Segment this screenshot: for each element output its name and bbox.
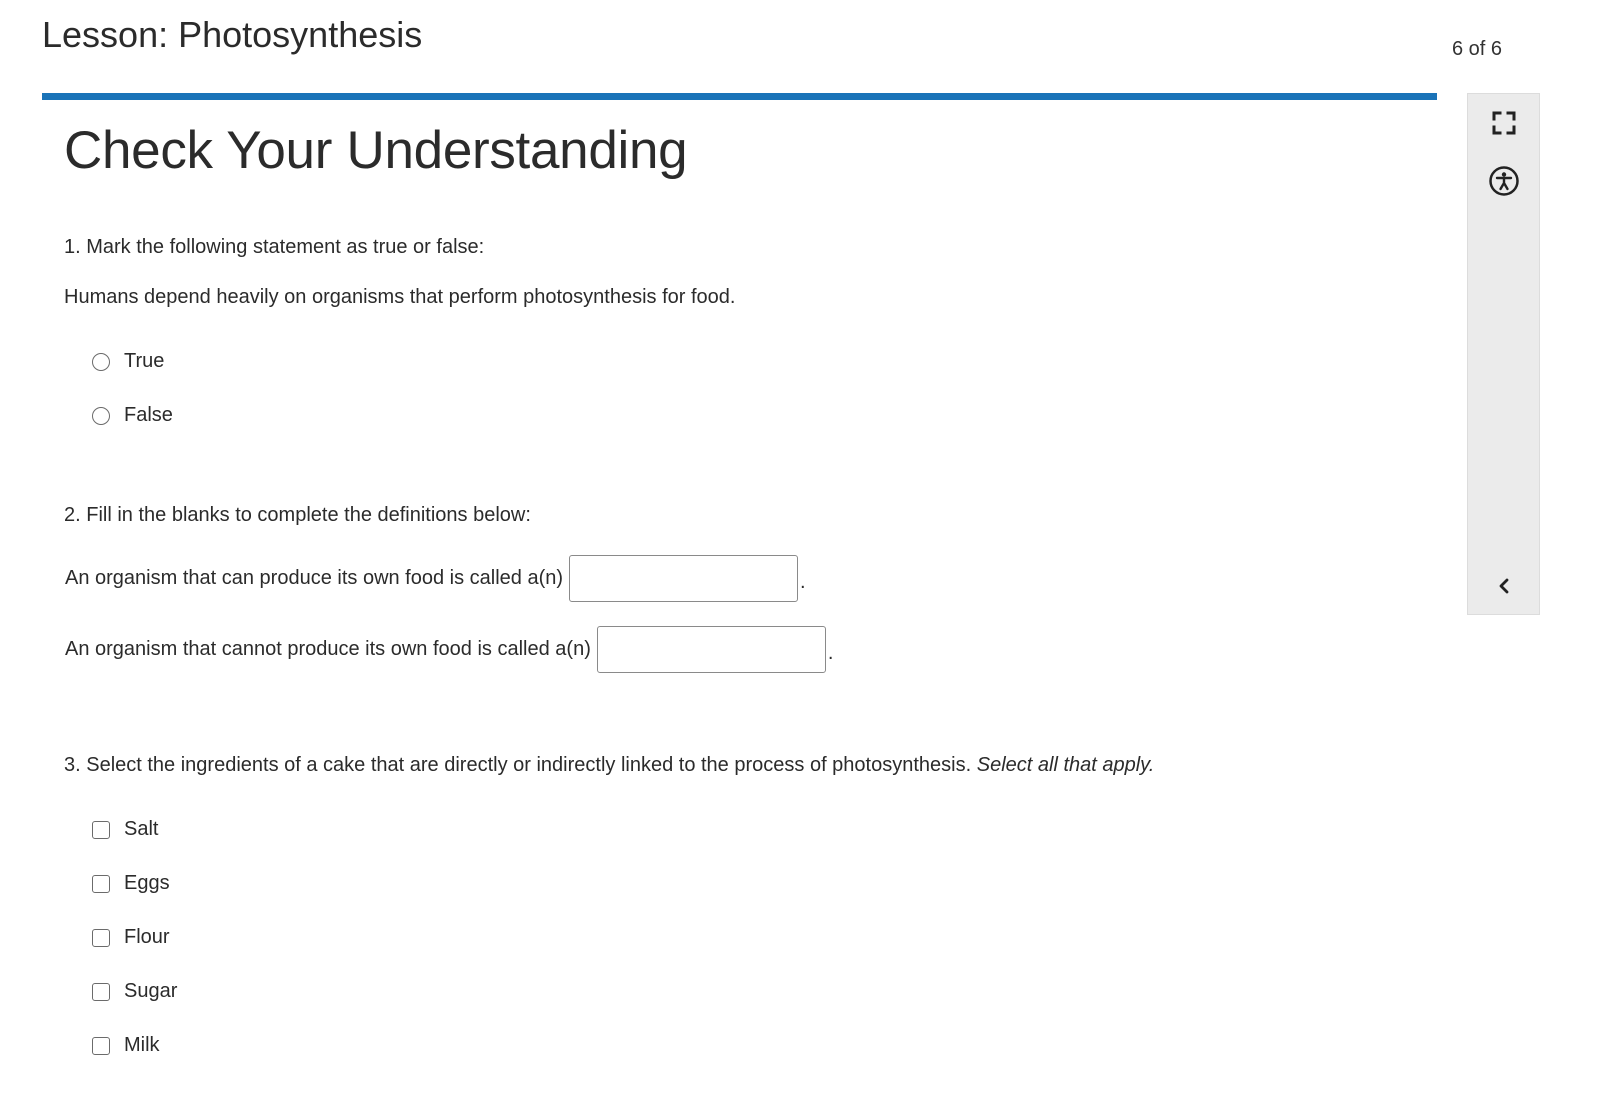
q2-blank-end-2: . [827, 642, 834, 664]
option-label: Salt [124, 818, 159, 840]
q1-prompt: 1. Mark the following statement as true or false: [64, 236, 485, 258]
progress-bar [42, 93, 1437, 100]
q2-blank-text-1: An organism that can produce its own food is called a(n) [65, 567, 564, 589]
checkbox[interactable] [92, 1037, 110, 1055]
fullscreen-icon [1491, 110, 1517, 136]
checkbox[interactable] [92, 875, 110, 893]
q2-prompt: 2. Fill in the blanks to complete the definitions below: [64, 504, 531, 526]
q2-blank-row-2 [65, 626, 833, 673]
option-label: Sugar [124, 980, 178, 1002]
checkbox[interactable] [92, 821, 110, 839]
radio-button[interactable] [92, 407, 110, 425]
accessibility-icon [1488, 165, 1520, 197]
section-title: Check Your Understanding [64, 121, 688, 180]
option-label: Flour [124, 926, 170, 948]
q3-option-eggs[interactable] [92, 872, 170, 895]
q2-blank-text-2: An organism that cannot produce its own food is called a(n) [65, 638, 591, 660]
q2-blank-input-1[interactable] [569, 555, 798, 602]
q1-option-false[interactable] [92, 404, 173, 427]
q3-instruction: Select all that apply. [976, 754, 1155, 776]
radio-button[interactable] [92, 353, 110, 371]
q3-option-sugar[interactable] [92, 980, 177, 1003]
accessibility-button[interactable] [1487, 164, 1521, 198]
q1-option-true[interactable] [92, 350, 164, 373]
option-label: Milk [124, 1034, 160, 1056]
q3-option-flour[interactable] [92, 926, 170, 949]
page-counter: 6 of 6 [1452, 38, 1503, 60]
fullscreen-button[interactable] [1487, 106, 1521, 140]
q2-blank-row-1 [65, 555, 806, 602]
q2-blank-input-2[interactable] [597, 626, 826, 673]
q3-option-salt[interactable] [92, 818, 158, 841]
chevron-left-icon [1495, 577, 1513, 595]
collapse-panel-button[interactable] [1487, 569, 1521, 603]
q2-blank-end-1: . [800, 571, 806, 593]
option-label: False [124, 404, 173, 426]
checkbox[interactable] [92, 929, 110, 947]
q3-prompt: 3. Select the ingredients of a cake that are directly or indirectly linked to the process of photosynthesis. [64, 754, 972, 776]
q3-prompt-line [64, 754, 1154, 777]
q1-statement: Humans depend heavily on organisms that perform photosynthesis for food. [64, 286, 736, 308]
lesson-title: Lesson: Photosynthesis [42, 14, 423, 55]
option-label: True [124, 350, 165, 372]
side-toolbar [1467, 93, 1540, 615]
checkbox[interactable] [92, 983, 110, 1001]
option-label: Eggs [124, 872, 170, 894]
main-content [64, 120, 1424, 181]
q3-option-milk[interactable] [92, 1034, 160, 1057]
